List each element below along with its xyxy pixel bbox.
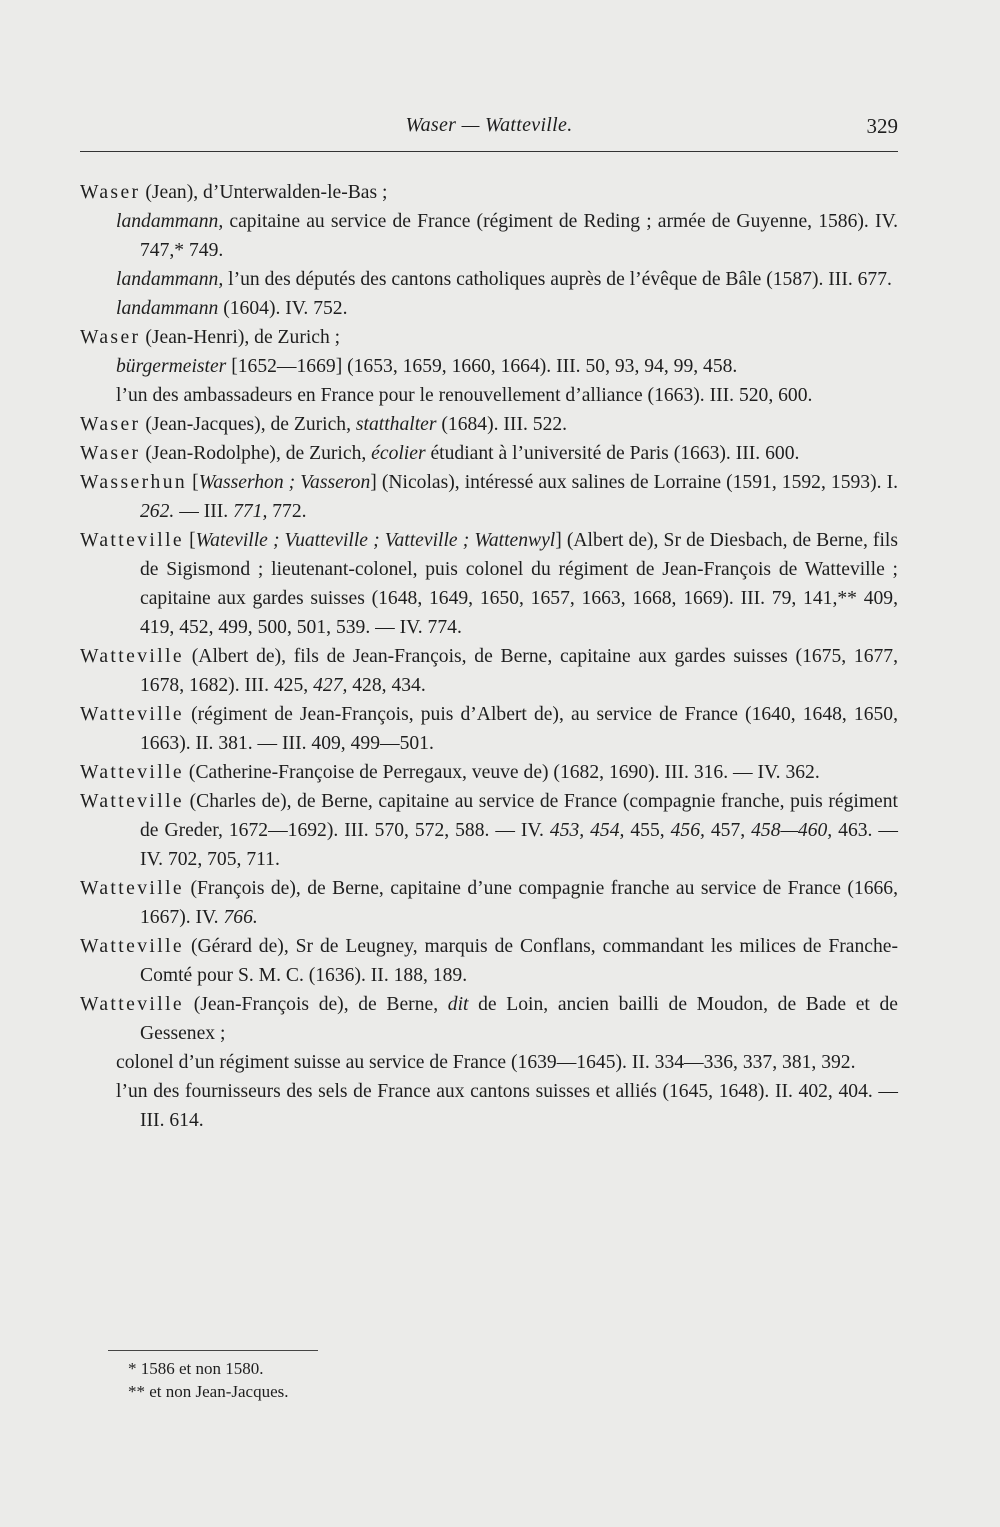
header-rule [80,151,898,152]
entry-text: 428, 434. [347,675,426,696]
italic-text: 458—460, [751,820,833,841]
entry-text: — III. [174,501,234,522]
entry-text: (Jean-François de), de Berne, [184,994,448,1015]
footnote: ** et non Jean-Jacques. [128,1382,289,1401]
entry-text: (Gérard de), Sr de Leugney, marquis de Conflans, commandant les milices de Franche-Comté pour S. M. C. (1636). II. 188, 189. [140,936,898,986]
index-entry [80,178,898,207]
index-subentry [80,381,898,410]
italic-text: 766. [223,907,258,928]
index-entry [80,932,898,990]
entry-text: (1604). IV. 752. [218,298,348,319]
entry-headword: Watteville [80,762,185,783]
entry-text: (Charles de), de Berne, capitaine au service de France (compagnie franche, puis régiment de Greder, 1672—1692). III. 570, 572, 588. — IV. [140,791,898,841]
entry-text: de Loin, ancien bailli de Moudon, de Bade et de Gessenex ; [140,994,898,1044]
index-entry [80,642,898,700]
running-title: Waser — Watteville. [405,114,573,136]
italic-text: écolier [371,443,426,464]
entry-headword: Watteville [80,994,185,1015]
entry-text: 457, [704,820,752,841]
entry-headword: Watteville [80,646,185,667]
entry-text: l’un des ambassadeurs en France pour le renouvellement d’alliance (1663). III. 520, 600. [116,385,813,406]
entry-text: étudiant à l’université de Paris (1663). III. 600. [425,443,800,464]
entry-text: (Jean-Jacques), de Zurich, [140,414,356,435]
entry-headword: Waser [80,182,141,203]
entry-headword: Waser [80,414,141,435]
italic-text: Wateville ; Vuatteville ; Vatteville ; Wattenwyl [195,530,556,551]
italic-text: landammann, [116,269,224,290]
index-subentry [80,1048,898,1077]
entry-text: [ [184,530,196,551]
index-subentry [80,352,898,381]
italic-text: bürgermeister [116,356,227,377]
page-number: 329 [866,114,898,138]
index-subentry [80,265,898,294]
entry-headword: Watteville [80,878,185,899]
entry-headword: Waser [80,327,141,348]
entry-text: 455, [624,820,671,841]
italic-text: 262. [140,501,175,522]
entry-headword: Watteville [80,704,185,725]
index-entry [80,758,898,787]
entry-text: ] (Albert de), Sr de Diesbach, de Berne, fils de Sigismond ; lieutenant-colonel, puis colonel du régiment de Jean-François de Watteville ; capitaine aux gardes suisses (1648, 1649, 1650, 1657, 1663, 1668, 1669). III. 79, 141,** 409, 419, 452, 499, 500, 501, 539. — IV. 774. [140,530,898,638]
index-entry [80,874,898,932]
entry-headword: Watteville [80,936,185,957]
index-entry [80,990,898,1048]
entry-text: l’un des fournisseurs des sels de France aux cantons suisses et alliés (1645, 1648). II. 402, 404. — III. 614. [116,1081,898,1131]
entry-text: colonel d’un régiment suisse au service de France (1639—1645). II. 334—336, 337, 381, 392. [116,1052,856,1073]
italic-text: 453, 454, [549,820,625,841]
italic-text: 456, [670,820,705,841]
entry-text: (François de), de Berne, capitaine d’une compagnie franche au service de France (1666, 1667). IV. [140,878,898,928]
entry-text: (Albert de), fils de Jean-François, de Berne, capitaine aux gardes suisses (1675, 1677, 1678, 1682). III. 425, [140,646,898,696]
entry-text: (Catherine-Françoise de Perregaux, veuve de) (1682, 1690). III. 316. — IV. 362. [184,762,820,783]
index-entry [80,787,898,874]
index-subentry [80,207,898,265]
entry-text: 463. — IV. 702, 705, 711. [140,820,898,870]
entry-text: (Jean), d’Unterwalden-le-Bas ; [140,182,388,203]
entry-headword: Waser [80,443,141,464]
entry-headword: Watteville [80,791,185,812]
entry-text: ] (Nicolas), intéressé aux salines de Lorraine (1591, 1592, 1593). I. [370,472,898,493]
footnote: * 1586 et non 1580. [128,1359,264,1378]
italic-text: 427, [313,675,348,696]
italic-text: landammann, [116,211,224,232]
index-entry [80,468,898,526]
entry-text: l’un des députés des cantons catholiques auprès de l’évêque de Bâle (1587). III. 677. [223,269,892,290]
entry-text: 772. [267,501,307,522]
italic-text: landammann [116,298,219,319]
italic-text: 771, [233,501,268,522]
index-subentry [80,294,898,323]
italic-text: dit [447,994,469,1015]
entry-text: (régiment de Jean-François, puis d’Albert de), au service de France (1640, 1648, 1650, 1663). II. 381. — III. 409, 499—501. [140,704,898,754]
index-entries [80,178,898,1135]
entry-text: [ [187,472,199,493]
entry-text: capitaine au service de France (régiment de Reding ; armée de Guyenne, 1586). IV. 747,* 749. [140,211,898,261]
running-head [80,114,898,144]
footnote-rule [108,1350,318,1351]
italic-text: Wasserhon ; Vasseron [198,472,371,493]
index-entry [80,410,898,439]
entry-text: (Jean-Henri), de Zurich ; [140,327,341,348]
index-entry [80,323,898,352]
entry-headword: Wasserhun [80,472,188,493]
entry-headword: Watteville [80,530,185,551]
index-entry [80,439,898,468]
entry-text: (1684). III. 522. [436,414,568,435]
footnotes [128,1357,528,1403]
index-entry [80,526,898,642]
index-entry [80,700,898,758]
italic-text: statthalter [355,414,437,435]
entry-text: [1652—1669] (1653, 1659, 1660, 1664). III. 50, 93, 94, 99, 458. [226,356,738,377]
entry-text: (Jean-Rodolphe), de Zurich, [140,443,372,464]
index-subentry [80,1077,898,1135]
